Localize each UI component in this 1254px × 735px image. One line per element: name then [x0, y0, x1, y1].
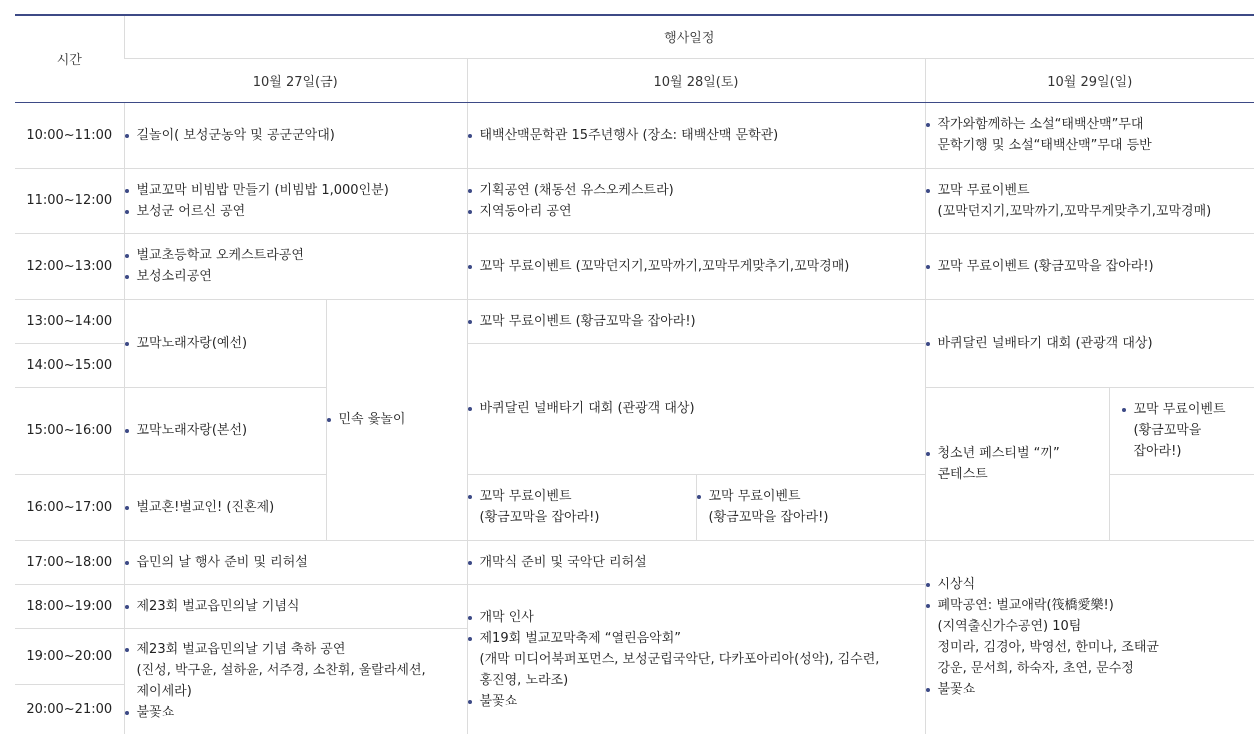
day3-header: 10월 29일(일): [925, 58, 1254, 102]
day2-cell: [467, 168, 925, 233]
time-cell: 19:00~20:00: [15, 628, 124, 684]
day2-cell: [696, 474, 925, 540]
list-item: 바퀴달린 널배타기 대회 (관광객 대상): [926, 333, 1254, 354]
list-item: 보성군 어르신 공연: [125, 201, 467, 222]
day2-header: 10월 28일(토): [467, 58, 925, 102]
table-row: [15, 168, 1254, 233]
list-item: 벌교꼬막 비빔밥 만들기 (비빔밥 1,000인분): [125, 180, 467, 201]
list-item: 꼬막 무료이벤트 (황금꼬막을 잡아라!): [926, 256, 1254, 277]
event-schedule-table: [15, 14, 1254, 734]
day2-cell: [467, 584, 925, 734]
list-item: 폐막공연: 벌교애락(筏橋愛樂!) (지역출신가수공연) 10팀 정미라, 김경아, 박영선, 한미나, 조태균 강운, 문서희, 하숙자, 초연, 문수정: [926, 595, 1254, 679]
day3-cell: [925, 540, 1254, 734]
day1-cell: [124, 233, 467, 299]
day1-cell: [124, 168, 467, 233]
list-item: 꼬막 무료이벤트 (황금꼬막을 잡아라!): [468, 311, 925, 332]
list-item: 개막식 준비 및 국악단 리허설: [468, 552, 925, 573]
list-item: 제19회 벌교꼬막축제 “열린음악회” (개막 미디어북퍼포먼스, 보성군립국악단, 다카포아리아(성악), 김수련, 홍진영, 노라조): [468, 628, 925, 691]
time-cell: 17:00~18:00: [15, 540, 124, 584]
day3-cell: [925, 102, 1254, 168]
list-item: 꼬막 무료이벤트 (황금꼬막을 잡아라!): [1122, 399, 1254, 462]
day3-cell: [925, 299, 1254, 387]
table-row: [15, 540, 1254, 584]
day1-cell: [124, 474, 326, 540]
time-cell: 13:00~14:00: [15, 299, 124, 343]
list-item: 보성소리공연: [125, 266, 467, 287]
list-item: 청소년 페스티벌 “끼” 콘테스트: [926, 443, 1109, 485]
day2-cell: [467, 540, 925, 584]
day3-cell: [1109, 387, 1254, 474]
list-item: 작가와함께하는 소설“태백산맥”무대 문학기행 및 소설“태백산맥”무대 등반: [926, 114, 1254, 156]
list-item: 꼬막 무료이벤트 (꼬막던지기,꼬막까기,꼬막무게맞추기,꼬막경매): [468, 256, 925, 277]
day1-cell: [124, 584, 467, 628]
list-item: 시상식: [926, 574, 1254, 595]
day1-cell: [124, 628, 467, 734]
day3-cell: [925, 233, 1254, 299]
list-item: 꼬막노래자랑(본선): [125, 420, 326, 441]
time-column-header: 시간: [15, 15, 124, 102]
list-item: 꼬막 무료이벤트 (꼬막던지기,꼬막까기,꼬막무게맞추기,꼬막경매): [926, 180, 1254, 222]
list-item: 벌교초등학교 오케스트라공연: [125, 245, 467, 266]
time-cell: 10:00~11:00: [15, 102, 124, 168]
list-item: 개막 인사: [468, 607, 925, 628]
day3-cell: [925, 387, 1109, 540]
day2-cell: [467, 102, 925, 168]
list-item: 꼬막노래자랑(예선): [125, 333, 326, 354]
list-item: 불꽃쇼: [926, 679, 1254, 700]
list-item: 민속 윷놀이: [327, 409, 467, 430]
list-item: 제23회 벌교읍민의날 기념식: [125, 596, 467, 617]
list-item: 불꽃쇼: [468, 691, 925, 712]
list-item: 길놀이( 보성군농악 및 공군군악대): [125, 125, 467, 146]
list-item: 벌교혼!벌교인! (진혼제): [125, 497, 326, 518]
day3-cell: [925, 168, 1254, 233]
day1-cell: [124, 299, 326, 387]
list-item: 태백산맥문학관 15주년행사 (장소: 태백산맥 문학관): [468, 125, 925, 146]
list-item: 꼬막 무료이벤트 (황금꼬막을 잡아라!): [697, 486, 925, 528]
time-cell: 20:00~21:00: [26, 701, 113, 717]
day2-cell: [467, 233, 925, 299]
time-cell: 16:00~17:00: [15, 474, 124, 540]
table-row: [15, 233, 1254, 299]
day1-cell: [124, 102, 467, 168]
time-cell: 11:00~12:00: [15, 168, 124, 233]
table-row: [15, 299, 1254, 343]
time-cell: 14:00~15:00: [15, 343, 124, 387]
time-cell: 15:00~16:00: [15, 387, 124, 474]
day1-folk-cell: [326, 299, 467, 540]
time-cell: 12:00~13:00: [15, 233, 124, 299]
list-item: 제23회 벌교읍민의날 기념 축하 공연 (진성, 박구윤, 설하윤, 서주경, 소찬휘, 울랄라세션, 제이세라): [125, 639, 467, 702]
list-item: 꼬막 무료이벤트 (황금꼬막을 잡아라!): [468, 486, 696, 528]
list-item: 기획공연 (채동선 유스오케스트라): [468, 180, 925, 201]
day2-cell: [467, 343, 925, 474]
day2-cell: [467, 474, 696, 540]
schedule-header: 행사일정: [124, 15, 1254, 58]
list-item: 불꽃쇼: [125, 702, 467, 723]
time-cell: 18:00~19:00: [15, 584, 124, 628]
day1-cell: [124, 387, 326, 474]
day2-cell: [467, 299, 925, 343]
day1-header: 10월 27일(금): [124, 58, 467, 102]
list-item: 읍민의 날 행사 준비 및 리허설: [125, 552, 467, 573]
table-row: [15, 102, 1254, 168]
list-item: 지역동아리 공연: [468, 201, 925, 222]
day3-empty-cell: [1109, 474, 1254, 540]
list-item: 바퀴달린 널배타기 대회 (관광객 대상): [468, 398, 925, 419]
day1-cell: [124, 540, 467, 584]
